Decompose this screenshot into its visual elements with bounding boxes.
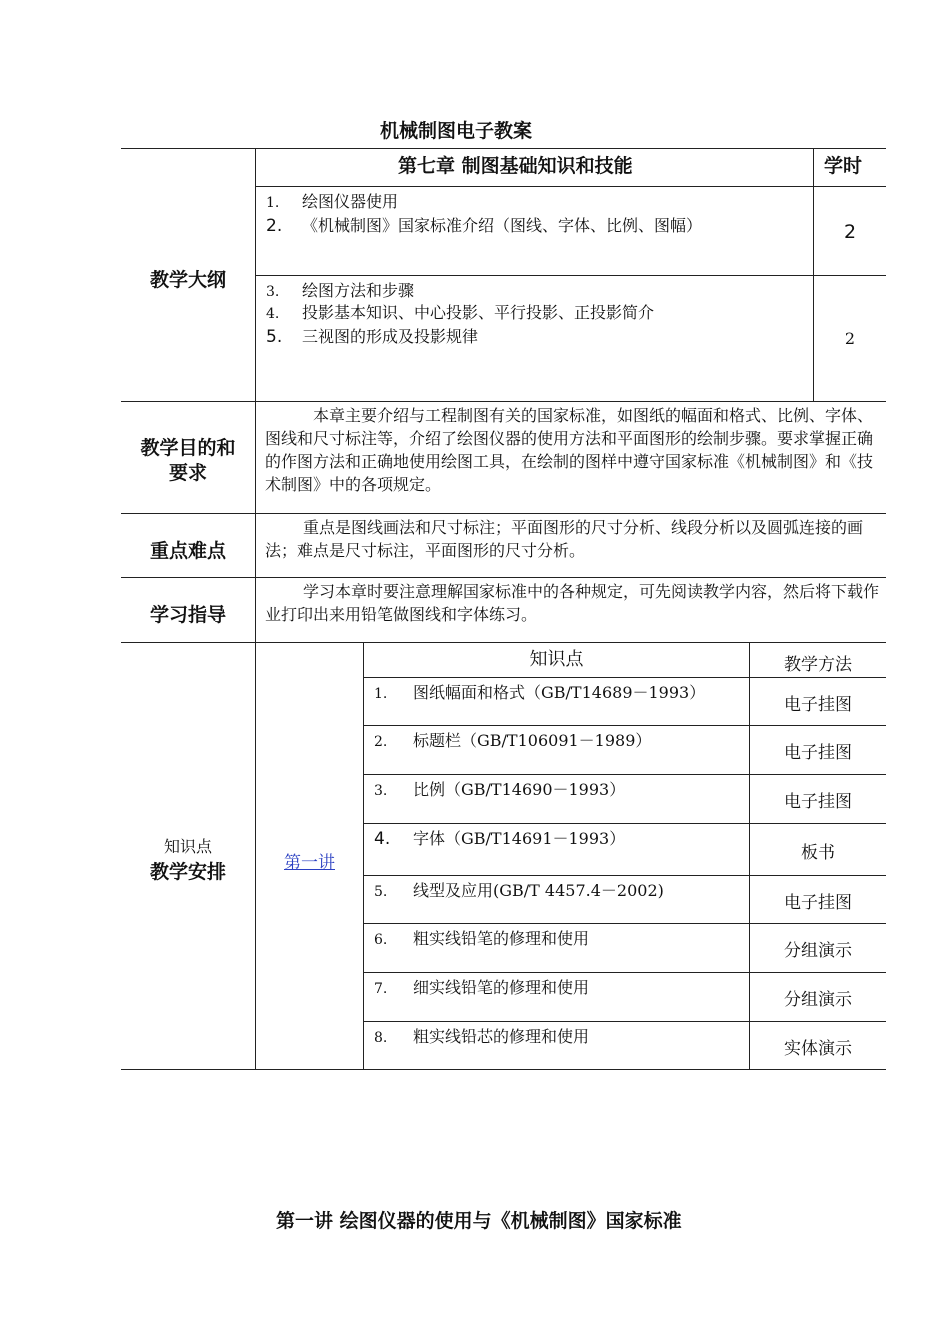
- keypoints-text: 重点是图线画法和尺寸标注；平面图形的尺寸分析、线段分析以及圆弧连接的画法；难点是尺寸标注，平面图形的尺寸分析。: [265, 518, 864, 560]
- chapter-title: 第七章 制图基础知识和技能: [398, 155, 633, 177]
- outline-item: 2. 《机械制图》国家标准介绍（图线、字体、比例、图幅）: [266, 216, 703, 236]
- table-col-rule: [813, 148, 814, 402]
- knowledge-point: [374, 680, 705, 703]
- schedule-row: [364, 1022, 886, 1069]
- lecture-link[interactable]: 第一讲: [284, 853, 335, 873]
- method-column-header: 教学方法: [784, 655, 852, 675]
- table-border-top: [121, 148, 886, 149]
- teaching-method: 分组演示: [784, 941, 852, 961]
- lecture-cell: [256, 848, 363, 873]
- knowledge-column-header: 知识点: [529, 649, 584, 670]
- knowledge-point-text: 字体（GB/T14691－1993）: [413, 829, 626, 848]
- objectives-text: 本章主要介绍与工程制图有关的国家标准，如图纸的幅面和格式、比例、字体、图线和尺寸标注等，介绍了绘图仪器的使用方法和平面图形的绘制步骤。要求掌握正确的作图方法和正确地使用绘图工具，在绘制的图样中遵守国家标准《机械制图》和《技术制图》中的各项规定。: [265, 406, 874, 494]
- keypoints-label: 重点难点: [149, 540, 226, 562]
- table-rule: [121, 513, 886, 514]
- objectives-label: 教学目的和 要求: [140, 437, 236, 484]
- teaching-method: 电子挂图: [784, 743, 852, 763]
- table-col-rule: [255, 148, 256, 1070]
- knowledge-point-number: 7.: [374, 981, 388, 997]
- knowledge-point-text: 粗实线铅笔的修理和使用: [413, 929, 590, 948]
- schedule-label-main: 教学安排: [149, 861, 226, 883]
- teaching-method: 实体演示: [784, 1038, 852, 1059]
- outline-item: 3. 绘图方法和步骤: [266, 281, 415, 300]
- knowledge-point: [374, 878, 664, 901]
- teaching-method: 板书: [801, 842, 835, 863]
- hours-header: 学时: [824, 155, 863, 177]
- knowledge-point-text: 标题栏（GB/T106091－1989）: [413, 731, 652, 750]
- table-border-bottom: [121, 1069, 886, 1070]
- knowledge-point-text: 细实线铅笔的修理和使用: [413, 978, 590, 997]
- guide-text: 学习本章时要注意理解国家标准中的各种规定，可先阅读教学内容，然后将下载作业打印出来用铅笔做图线和字体练习。: [265, 582, 880, 624]
- outline-item: 1. 绘图仪器使用: [266, 192, 399, 211]
- schedule-label-small: 知识点: [163, 837, 212, 856]
- knowledge-point: [374, 926, 589, 949]
- knowledge-point: [374, 975, 589, 998]
- knowledge-point-text: 线型及应用(GB/T 4457.4－2002): [413, 881, 664, 900]
- schedule-row: [364, 775, 886, 823]
- schedule-row: [364, 678, 886, 725]
- knowledge-point-number: 4.: [374, 829, 391, 849]
- knowledge-point-number: 3.: [374, 783, 388, 799]
- knowledge-point-number: 1.: [374, 686, 388, 702]
- table-rule: [121, 642, 886, 643]
- knowledge-point: [374, 777, 625, 800]
- table-rule: [255, 275, 886, 276]
- schedule-row: [364, 824, 886, 875]
- knowledge-point-text: 比例（GB/T14690－1993）: [413, 780, 626, 799]
- knowledge-point: [374, 728, 651, 751]
- schedule-row: [364, 876, 886, 923]
- knowledge-point-text: 粗实线铅芯的修理和使用: [413, 1027, 590, 1046]
- knowledge-point-number: 6.: [374, 932, 388, 948]
- table-rule: [121, 577, 886, 578]
- outline-hours-2: 2: [844, 329, 856, 348]
- schedule-row: [364, 924, 886, 972]
- teaching-method: 电子挂图: [784, 792, 852, 812]
- schedule-label: [121, 834, 255, 884]
- outline-item: 5. 三视图的形成及投影规律: [266, 327, 479, 347]
- schedule-row: [364, 973, 886, 1021]
- outline-item: 4. 投影基本知识、中心投影、平行投影、正投影简介: [266, 303, 655, 322]
- guide-label: 学习指导: [149, 604, 226, 626]
- table-rule: [121, 401, 886, 402]
- outline-hours-1: 2: [843, 221, 857, 243]
- outline-label: 教学大纲: [149, 269, 226, 291]
- lecture-heading: 第一讲 绘图仪器的使用与《机械制图》国家标准: [276, 1210, 682, 1232]
- knowledge-point-number: 8.: [374, 1030, 388, 1046]
- teaching-method: 电子挂图: [784, 694, 852, 715]
- table-rule: [255, 186, 886, 187]
- knowledge-point-text: 图纸幅面和格式（GB/T14689－1993）: [413, 683, 706, 702]
- knowledge-point: [374, 1024, 589, 1047]
- knowledge-point: [374, 826, 625, 849]
- teaching-method: 分组演示: [784, 990, 852, 1010]
- teaching-method: 电子挂图: [784, 892, 852, 913]
- knowledge-point-number: 2.: [374, 734, 388, 750]
- schedule-row: [364, 726, 886, 774]
- knowledge-point-number: 5.: [374, 884, 388, 900]
- document-title: 机械制图电子教案: [380, 120, 533, 142]
